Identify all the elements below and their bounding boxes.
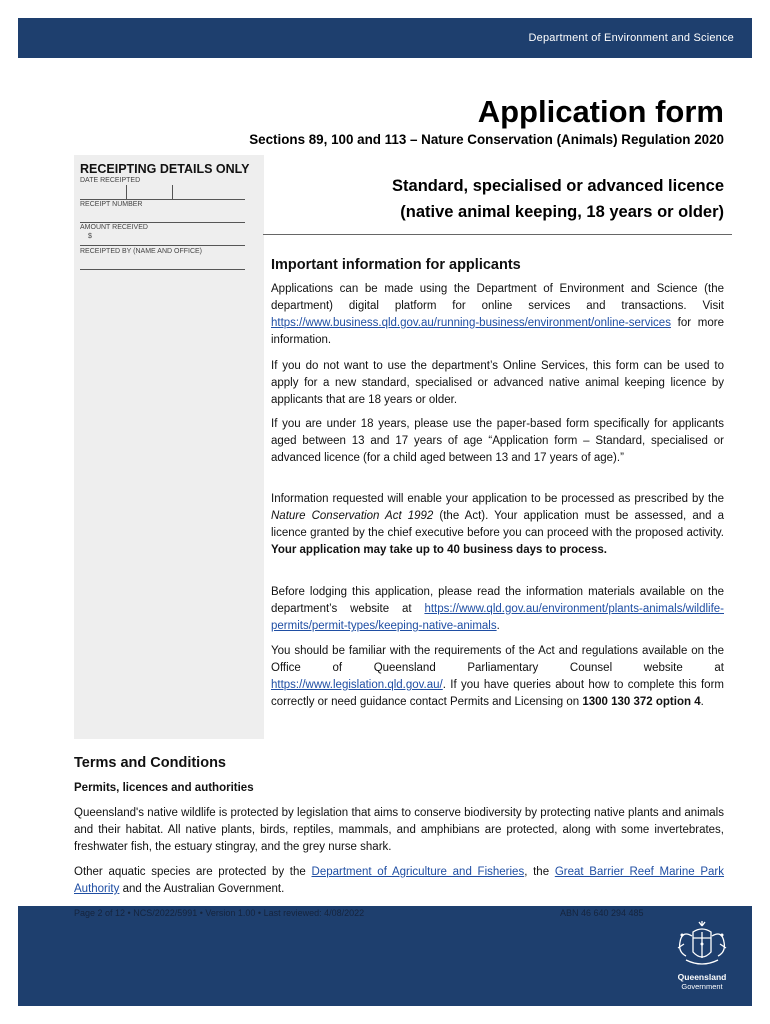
- agriculture-fisheries-link[interactable]: Department of Agriculture and Fisheries: [311, 866, 525, 878]
- terms-subheading: Permits, licences and authorities: [74, 782, 254, 794]
- header-banner: [18, 18, 752, 58]
- terms-heading: Terms and Conditions: [74, 755, 226, 771]
- info-paragraph-4: Information requested will enable your application to be processed as prescribed by the Nature Conservation Act 1992 (the Act). Your application must be assessed, and a licence granted by the chief executive before you can proceed with the proposed activity. Your application may take up to 40 business days to process.: [271, 493, 724, 556]
- info-paragraph-2: If you do not want to use the department’s Online Services, this form can be used to apply for a new standard, specialised or advanced native animal keeping licence by applicants that are 18 years or older.: [271, 360, 724, 406]
- info-paragraph-3: If you are under 18 years, please use the paper-based form specifically for applicants aged between 13 and 17 years of age “Application form – Standard, specialised or advanced licence (for a child aged between 13 and 17 years of age).”: [271, 418, 724, 464]
- processing-time-note: Your application may take up to 40 business days to process.: [271, 544, 607, 556]
- receipted-by-label: RECEIPTED BY (NAME AND OFFICE): [80, 248, 202, 255]
- receipt-number-label: RECEIPT NUMBER: [80, 201, 143, 208]
- contact-phone: 1300 130 372 option 4: [582, 696, 701, 708]
- receipting-panel: [74, 155, 264, 739]
- currency-symbol: $: [88, 233, 92, 240]
- online-services-link[interactable]: https://www.business.qld.gov.au/running-business/environment/online-services: [271, 317, 671, 329]
- page-subtitle: Sections 89, 100 and 113 – Nature Conservation (Animals) Regulation 2020: [249, 132, 724, 147]
- terms-paragraph-2: Other aquatic species are protected by the Department of Agriculture and Fisheries, the Great Barrier Reef Marine Park Authority and the Australian Government.: [74, 866, 725, 895]
- licence-type-line1: Standard, specialised or advanced licence: [392, 177, 724, 195]
- receipt-number-field[interactable]: [80, 222, 245, 223]
- info-paragraph-6: You should be familiar with the requirements of the Act and regulations available on the Office of Queensland Parliamentary Counsel website at https://www.legislation.qld.gov.au/. If you have queries about how to complete this form correctly or need guidance contact Permits and Licensing on 1300 130 372 option 4.: [271, 645, 724, 708]
- date-divider: [172, 185, 173, 199]
- logo-text-government: Government: [681, 982, 723, 991]
- reef-authority-link[interactable]: Great Barrier Reef Marine Park Authority: [74, 866, 725, 895]
- department-name: Department of Environment and Science: [528, 32, 734, 44]
- date-receipted-field[interactable]: [80, 199, 245, 200]
- keeping-native-animals-link[interactable]: https://www.qld.gov.au/environment/plants-animals/wildlife-permits/permit-types/keeping-native-animals: [271, 603, 724, 632]
- info-paragraph-1: Applications can be made using the Department of Environment and Science (the department) digital platform for online services and transactions. Visit https://www.business.qld.gov.au/running-business/environment/online-services for more information.: [271, 283, 724, 346]
- date-divider: [126, 185, 127, 199]
- licence-type-line2: (native animal keeping, 18 years or older): [400, 203, 724, 221]
- receipting-heading: RECEIPTING DETAILS ONLY: [80, 162, 250, 176]
- section-divider: [263, 234, 732, 235]
- terms-paragraph-1: Queensland's native wildlife is protected by legislation that aims to conserve biodiversity by protecting native plants and animals and their habitat. All native plants, birds, reptiles, mammals, and amphibians are protected, along with some invertebrates, freshwater fish, the estuary stingray, and the grey nurse shark.: [74, 807, 724, 853]
- info-paragraph-5: Before lodging this application, please read the information materials available on the department’s website at https://www.qld.gov.au/environment/plants-animals/wildlife-permits/permit-types/keeping-native-animals.: [271, 586, 724, 632]
- logo-text-queensland: Queensland: [677, 972, 727, 982]
- receipted-by-field[interactable]: [80, 269, 245, 270]
- amount-received-label: AMOUNT RECEIVED: [80, 224, 148, 231]
- amount-received-field[interactable]: [80, 245, 245, 246]
- queensland-crest-icon: [672, 920, 732, 970]
- legislation-link[interactable]: https://www.legislation.qld.gov.au/: [271, 679, 443, 691]
- abn-number: ABN 46 640 294 485: [560, 908, 644, 918]
- important-info-heading: Important information for applicants: [271, 257, 521, 273]
- page-title: Application form: [477, 94, 724, 129]
- footer-banner: [18, 906, 752, 1006]
- act-name: Nature Conservation Act 1992: [271, 510, 434, 522]
- date-receipted-label: DATE RECEIPTED: [80, 177, 141, 184]
- page-info: Page 2 of 12 • NCS/2022/5991 • Version 1.00 • Last reviewed: 4/08/2022: [74, 908, 365, 918]
